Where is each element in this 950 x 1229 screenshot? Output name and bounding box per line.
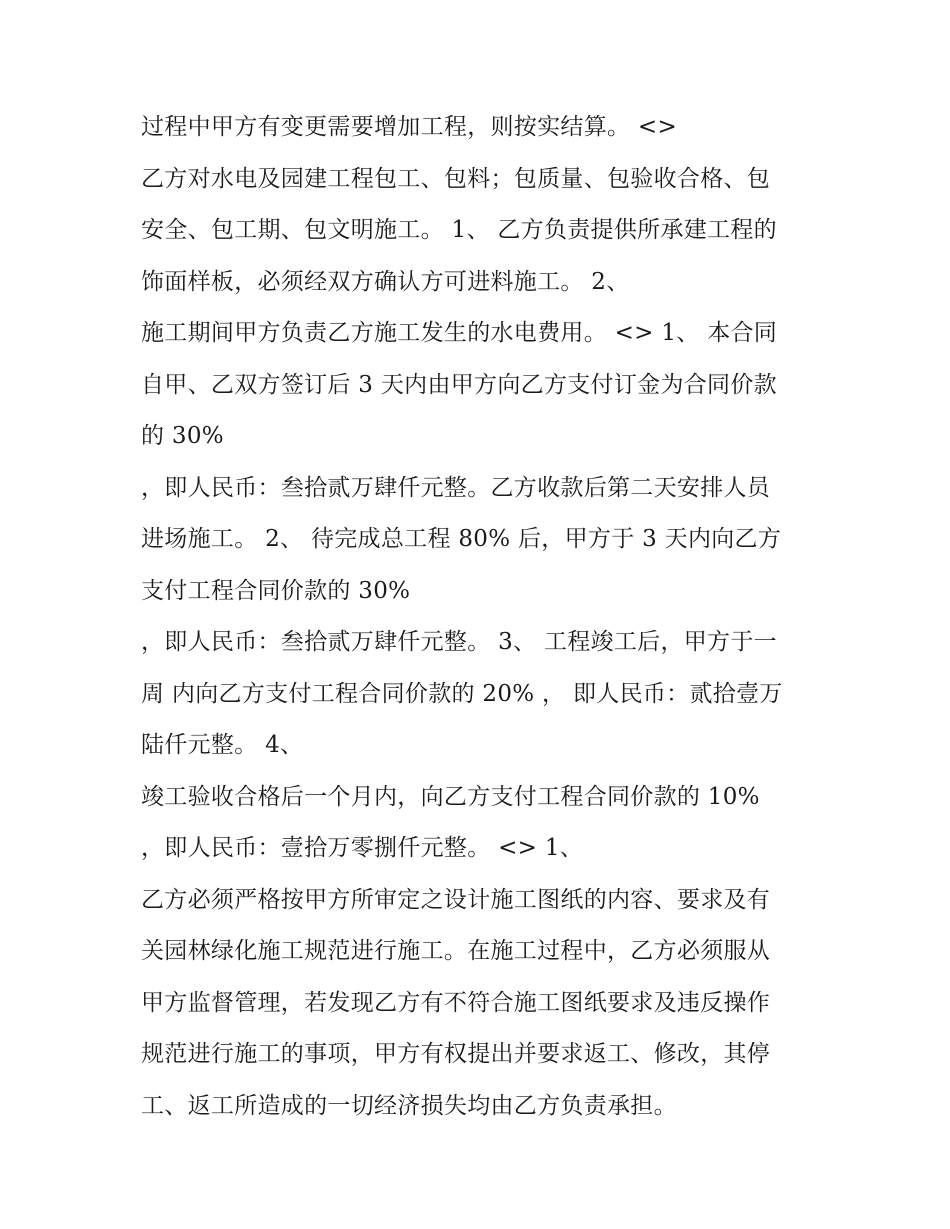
text-line: ，即人民币：壹拾万零捌仟元整。 <> 1、 <box>141 835 584 861</box>
text-line: 乙方对水电及园建工程包工、包料；包质量、包验收合格、包 <box>141 165 771 192</box>
text-line: 进场施工。 2、 待完成总工程 80% 后，甲方于 3 天内向乙方 <box>141 526 782 552</box>
text-line: 过程中甲方有变更需要增加工程，则按实结算。 <> <box>141 114 678 140</box>
text-line: ，即人民币：叁拾贰万肆仟元整。乙方收款后第二天安排人员 <box>141 474 771 501</box>
text-line: 自甲、乙双方签订后 3 天内由甲方向乙方支付订金为合同价款 <box>141 371 777 398</box>
text-line: 乙方必须严格按甲方所审定之设计施工图纸的内容、要求及有 <box>141 886 771 913</box>
text-line: 安全、包工期、包文明施工。 1、 乙方负责提供所承建工程的 <box>141 217 777 243</box>
text-line: 竣工验收合格后一个月内，向乙方支付工程合同价款的 10% <box>141 783 760 810</box>
text-line: 周 内向乙方支付工程合同价款的 20% ， 即人民币：贰拾壹万 <box>141 680 783 707</box>
text-line: 的 30% <box>141 423 224 449</box>
text-line: ，即人民币：叁拾贰万肆仟元整。 3、 工程竣工后，甲方于一 <box>141 629 777 655</box>
text-line: 甲方监督管理，若发现乙方有不符合施工图纸要求及违反操作 <box>141 989 771 1016</box>
text-line: 支付工程合同价款的 30% <box>141 577 411 604</box>
text-line: 陆仟元整。 4、 <box>141 732 304 758</box>
document-body <box>141 102 821 1132</box>
text-line: 关园林绿化施工规范进行施工。在施工过程中，乙方必须服从 <box>141 938 771 964</box>
text-line: 施工期间甲方负责乙方施工发生的水电费用。 <> 1、 本合同 <box>141 320 778 346</box>
text-line: 饰面样板，必须经双方确认方可进料施工。 2、 <box>141 268 630 295</box>
text-line: 规范进行施工的事项，甲方有权提出并要求返工、修改，其停 <box>141 1041 771 1067</box>
text-line: 工、返工所造成的一切经济损失均由乙方负责承担。 <box>141 1092 677 1119</box>
